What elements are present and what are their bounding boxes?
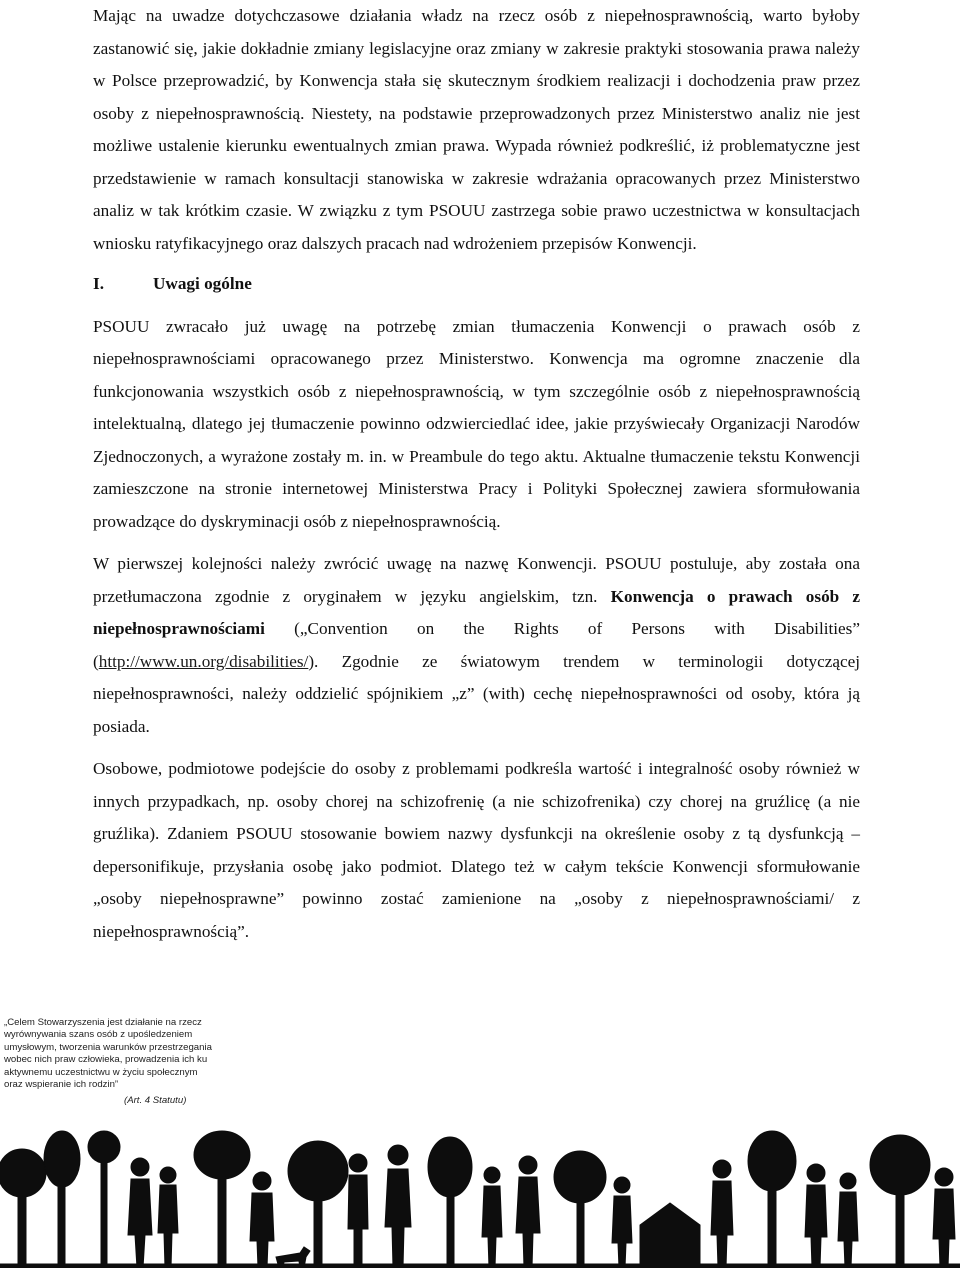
person-head <box>614 1177 630 1193</box>
text-run: ). Zgodnie ze światowym trendem w terminologii dotyczącej niepełnosprawności, należy oddzielić spójnikiem „z” (with) cechę niepełnosprawności od osoby, która ją posiada. <box>93 651 860 736</box>
person-head <box>160 1167 176 1183</box>
person-body <box>516 1177 540 1268</box>
person-head <box>807 1164 825 1182</box>
person-body <box>385 1169 411 1268</box>
tree-crown <box>428 1137 472 1197</box>
person-head <box>713 1160 731 1178</box>
person-head <box>840 1173 856 1189</box>
tree-trunk <box>101 1161 107 1268</box>
person-head <box>349 1154 367 1172</box>
tree-trunk <box>447 1191 454 1268</box>
paragraph-person-first: Osobowe, podmiotowe podejście do osoby z problemami podkreśla wartość i integralność osoby również w innych przypadkach, np. osoby chorej na schizofrenię (a nie schizofrenika) czy chorej na gruźlicę (a nie gruźlika). Zdaniem PSOUU stosowanie bowiem nazwy dysfunkcji na określenie osoby z tą dysfunkcją – depersonifikuje, przysłania osobę jako podmiot. Dlatego też w całym tekście Konwencji sformułowanie „osoby niepełnosprawne” powinno zostać zamienione na „osoby z niepełnosprawnościami/ z niepełnosprawnością”. <box>93 759 860 941</box>
section-number: I. <box>93 274 104 293</box>
paragraph-intro: Mając na uwadze dotychczasowe działania władz na rzecz osób z niepełnosprawnością, warto byłoby zastanowić się, jakie dokładnie zmiany legislacyjne oraz zmiany w zakresie praktyki stosowania prawa należy w Polsce przeprowadzić, by Konwencja stała się skutecznym środkiem realizacji i dochodzenia praw przez osoby z niepełnosprawnością. Niestety, na podstawie przeprowadzonych przez Ministerstwo analiz nie jest możliwe ustalenie kierunku ewentualnych zmian prawa. Wypada również podkreślić, iż problematyczne jest przedstawienie w ramach konsultacji stanowiska w zakresie wdrażania opracowanych przez Ministerstwo analiz w tak krótkim czasie. W związku z tym PSOUU zastrzega sobie prawo uczestnictwa w konsultacjach wniosku ratyfikacyjnego oraz dalszych pracach nad wdrożeniem przepisów Konwencji. <box>93 6 860 253</box>
person-head <box>388 1145 408 1165</box>
paragraph-convention-name <box>93 548 860 743</box>
footer-silhouette-art <box>0 1125 960 1268</box>
section-heading <box>93 268 860 301</box>
paragraph-translation: PSOUU zwracało już uwagę na potrzebę zmian tłumaczenia Konwencji o prawach osób z niepełnosprawnościami opracowanego przez Ministerstwo. Konwencja ma ogromne znaczenie dla funkcjonowania wszystkich osób z niepełnosprawnością, w tym szczególnie osób z niepełnosprawnością intelektualną, dlatego jej tłumaczenie powinno odzwierciedlać idee, jakie przyświecały Organizacji Narodów Zjednoczonych, a wyrażone zostały m. in. w Preambule do tego aktu. Aktualne tłumaczenie tekstu Konwencji zamieszczone na stronie internetowej Ministerstwa Pracy i Polityki Społecznej zawiera sformułowania prowadzące do dyskryminacji osób z niepełnosprawnością. <box>93 316 860 531</box>
bold-convention-title: Konwencja o prawach osób z niepełnosprawnościami <box>93 586 861 638</box>
section-title: Uwagi ogólne <box>153 274 252 293</box>
tree-trunk <box>314 1197 322 1268</box>
tree-trunk <box>896 1191 904 1268</box>
person-head <box>519 1156 537 1174</box>
tree-trunk <box>18 1191 26 1268</box>
text-run: W pierwszej kolejności należy zwrócić uwagę na nazwę Konwencji. PSOUU postuluje, aby została ona przetłumaczona zgodnie z oryginałem w języku angielskim, tzn. <box>93 554 860 606</box>
person-head <box>131 1158 149 1176</box>
tree-crown <box>554 1151 606 1203</box>
un-disabilities-link[interactable]: http://www.un.org/disabilities/ <box>98 651 309 671</box>
person-body <box>933 1189 955 1268</box>
tree-crown <box>44 1131 80 1187</box>
person-body <box>805 1185 827 1268</box>
quote-source: (Art. 4 Statutu) <box>124 1095 187 1107</box>
tree-crown <box>194 1131 250 1179</box>
person-head <box>253 1172 271 1190</box>
person-body <box>250 1193 274 1268</box>
ground-line <box>0 1264 960 1268</box>
house-figure <box>640 1203 700 1268</box>
person-body <box>482 1186 502 1268</box>
tree-trunk <box>577 1199 584 1268</box>
tree-trunk <box>58 1181 65 1268</box>
text-run: („Convention on the Rights of Persons with Disabilities” ( <box>93 619 860 671</box>
person-body <box>348 1175 368 1268</box>
tree-crown <box>88 1131 120 1163</box>
tree-crown <box>870 1135 930 1195</box>
tree-crown <box>748 1131 796 1191</box>
person-body <box>158 1185 178 1268</box>
tree-crown <box>288 1141 348 1201</box>
person-body <box>838 1192 858 1268</box>
person-head <box>935 1168 953 1186</box>
person-body <box>711 1181 733 1268</box>
person-body <box>612 1196 632 1268</box>
quote-text: „Celem Stowarzyszenia jest działanie na rzecz wyrównywania szans osób z upośledzeniem umysłowym, tworzenia warunków przestrzegania wobec nich praw człowieka, prowadzenia ich ku aktywnemu uczestnictwu w życiu społecznym oraz wspieranie ich rodzin” <box>4 1017 212 1091</box>
tree-trunk <box>768 1185 776 1268</box>
tree-crown <box>0 1149 46 1197</box>
document-body <box>93 0 860 948</box>
person-head <box>484 1167 500 1183</box>
person-body <box>128 1179 152 1268</box>
tree-trunk <box>218 1175 226 1268</box>
statute-quote <box>4 1017 214 1108</box>
